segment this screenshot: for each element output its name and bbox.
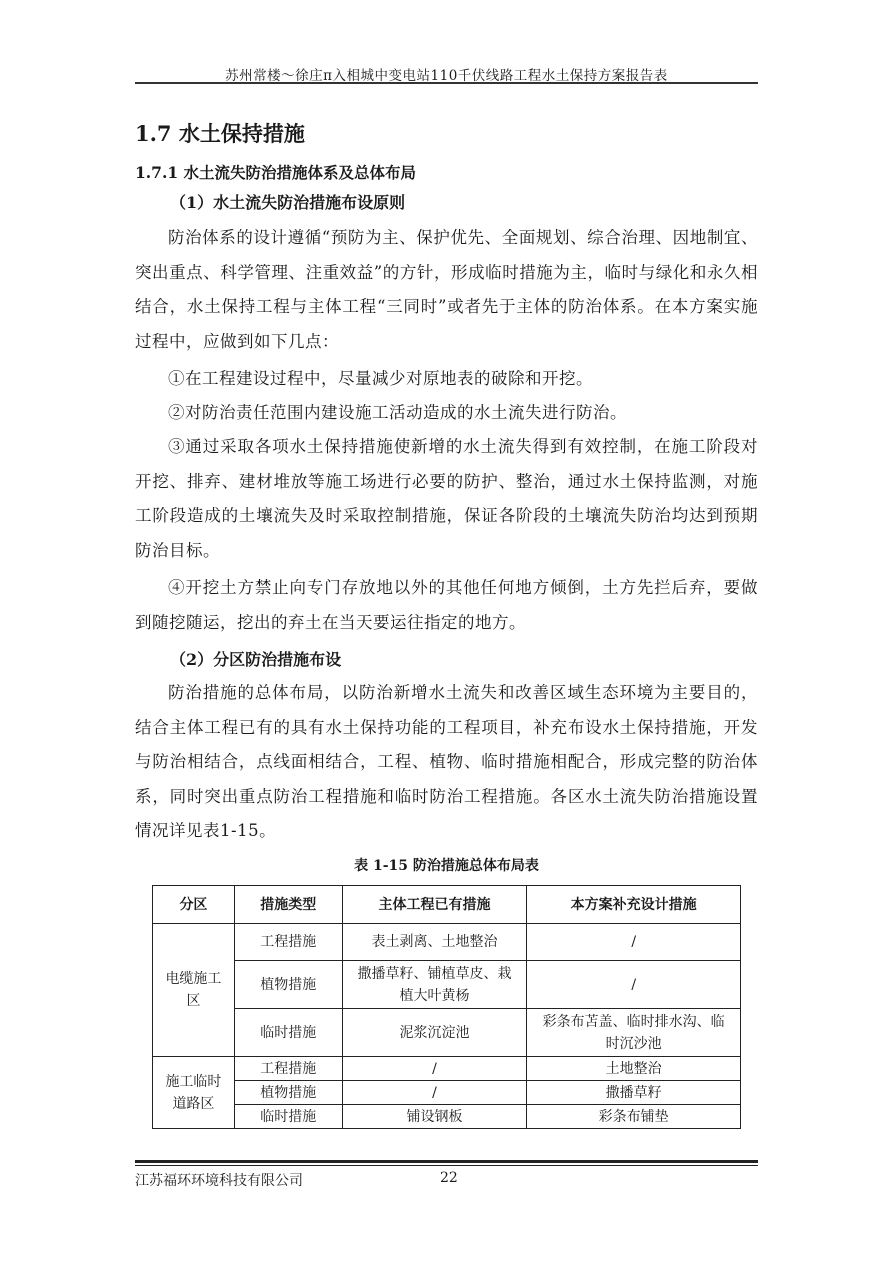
header-existing-measures: 主体工程已有措施 [342,886,527,924]
measure-type-cell: 临时措施 [234,1009,342,1057]
page-number: 22 [440,1170,458,1186]
footer-company: 江苏福环环境科技有限公司 [135,1173,303,1189]
existing-measure-cell: / [342,1057,527,1081]
part1-intro-paragraph: 防治体系的设计遵循“预防为主、保护优先、全面规划、综合治理、因地制宜、突出重点、科学管理、注重效益”的方针，形成临时措施为主，临时与绿化和永久相结合，水土保持工程与主体工程“三同时”或者先于主体的防治体系。在本方案实施过程中，应做到如下几点： [135,228,758,351]
table-caption: 表 1-15 防治措施总体布局表 [354,858,539,874]
measure-type-cell: 临时措施 [234,1105,342,1129]
part1-heading: （1）水土流失防治措施布设原则 [170,193,406,212]
supplement-measure-cell: 撒播草籽 [527,1081,741,1105]
table-row [153,1057,741,1081]
existing-measure-cell: 泥浆沉淀池 [342,1009,527,1057]
supplement-measure-cell: / [527,924,741,961]
existing-measure-cell: / [342,1081,527,1105]
measure-type-cell: 工程措施 [234,924,342,961]
table-row [153,1105,741,1129]
supplement-measure-cell: 土地整治 [527,1057,741,1081]
footer-rule-thin [135,1165,758,1166]
existing-measure-cell: 撒播草籽、铺植草皮、栽植大叶黄杨 [342,961,527,1009]
table-header-row [153,886,741,924]
existing-measure-cell: 表土剥离、土地整治 [342,924,527,961]
zone-cell: 电缆施工区 [153,924,235,1057]
part2-paragraph: 防治措施的总体布局，以防治新增水土流失和改善区域生态环境为主要目的，结合主体工程已有的具有水土保持功能的工程项目，补充布设水土保持措施，开发与防治相结合，点线面相结合，工程、植物、临时措施相配合，形成完整的防治体系，同时突出重点防治工程措施和临时防治工程措施。各区水土流失防治措施设置情况详见表1-15。 [135,683,758,840]
part1-point-4: ④开挖土方禁止向专门存放地以外的其他任何地方倾倒，土方先拦后弃，要做到随挖随运，挖出的弃土在当天要运往指定的地方。 [135,578,758,632]
supplement-measure-cell: 彩条布铺垫 [527,1105,741,1129]
footer-rule-thick [135,1160,758,1163]
table-row [153,924,741,961]
table-row [153,961,741,1009]
header-rule [135,82,758,84]
header-measure-type: 措施类型 [234,886,342,924]
subsection-heading: 1.7.1 水土流失防治措施体系及总体布局 [135,163,417,182]
header-zone: 分区 [153,886,235,924]
table-row [153,1009,741,1057]
measure-type-cell: 植物措施 [234,1081,342,1105]
part1-point-2: ②对防治责任范围内建设施工活动造成的水土流失进行防治。 [168,403,627,422]
existing-measure-cell: 铺设钢板 [342,1105,527,1129]
supplement-measure-cell: 彩条布苫盖、临时排水沟、临时沉沙池 [527,1009,741,1057]
measures-layout-table [152,885,741,1129]
measure-type-cell: 工程措施 [234,1057,342,1081]
running-header: 苏州常楼～徐庄π入相城中变电站110千伏线路工程水土保持方案报告表 [225,68,668,84]
section-heading: 1.7 水土保持措施 [135,121,305,146]
part1-point-3: ③通过采取各项水土保持措施使新增的水土流失得到有效控制，在施工阶段对开挖、排弃、建材堆放等施工场进行必要的防护、整治，通过水土保持监测，对施工阶段造成的土壤流失及时采取控制措施，保证各阶段的土壤流失防治均达到预期防治目标。 [135,437,758,560]
zone-cell: 施工临时道路区 [153,1057,235,1129]
header-supplementary-measures: 本方案补充设计措施 [527,886,741,924]
part2-heading: （2）分区防治措施布设 [170,650,342,669]
part1-point-1: ①在工程建设过程中，尽量减少对原地表的破除和开挖。 [168,369,593,388]
measure-type-cell: 植物措施 [234,961,342,1009]
table-row [153,1081,741,1105]
supplement-measure-cell: / [527,961,741,1009]
